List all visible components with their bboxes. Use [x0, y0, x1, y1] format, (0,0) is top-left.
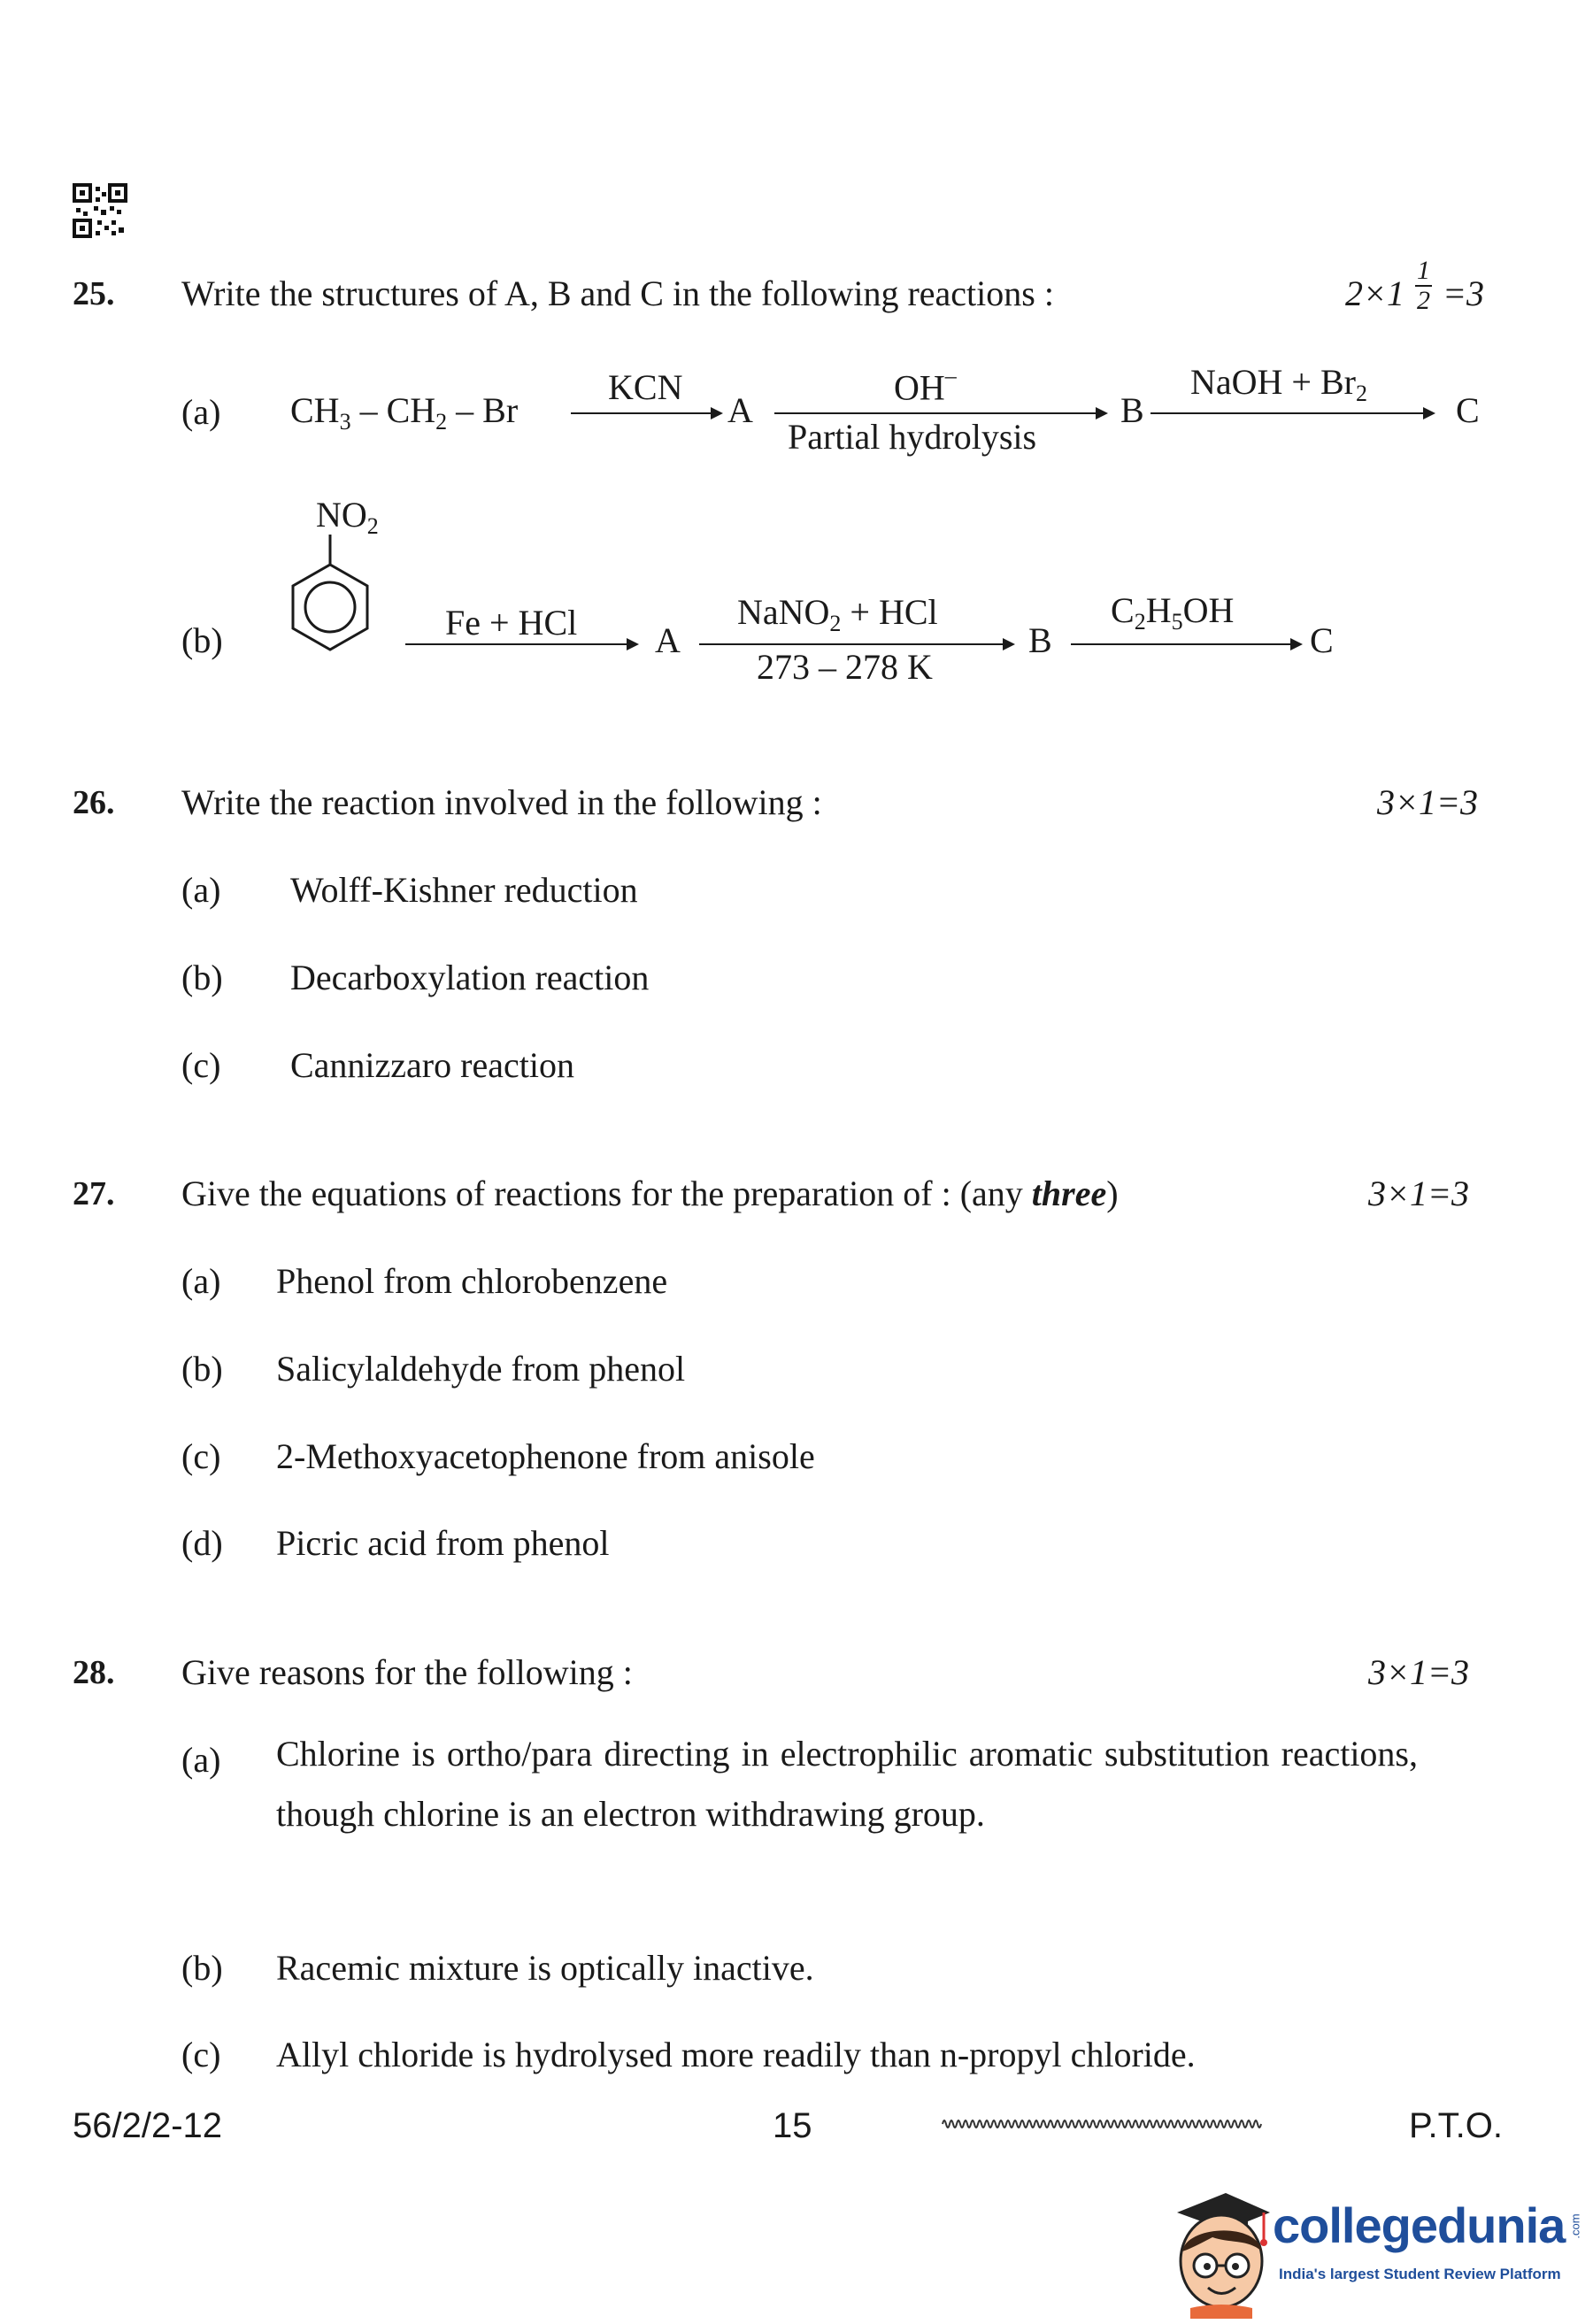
- question-marks: 3×1=3: [1368, 1174, 1469, 1213]
- collegedunia-logo: [1159, 2177, 1582, 2319]
- sub-question-label: (a): [181, 1740, 221, 1780]
- sub-question-text: Phenol from chlorobenzene: [276, 1261, 668, 1301]
- benzene-ring-icon: [281, 533, 379, 657]
- reagent-condition: 273 – 278 K: [757, 647, 933, 687]
- sub-question-label: (b): [181, 958, 223, 997]
- reaction-arrow: [699, 643, 1013, 645]
- mascot-icon: [1159, 2177, 1274, 2319]
- substituent-label: $NO_2$: [316, 495, 379, 539]
- logo-name: collegedunia: [1273, 2197, 1566, 2253]
- question-text: Write the structures of A, B and C in the following reactions :: [181, 273, 1054, 313]
- sub-question-text: Decarboxylation reaction: [290, 958, 650, 997]
- sub-question-text: Racemic mixture is optically inactive.: [276, 1948, 814, 1988]
- product-label: A: [727, 390, 753, 430]
- reagent-label: NaNO$_2$ + HCl: [737, 592, 938, 636]
- sub-question-text: Salicylaldehyde from phenol: [276, 1349, 686, 1389]
- reaction-arrow: [1150, 412, 1434, 414]
- reaction-arrow: [774, 412, 1106, 414]
- question-marks: 3×1=3: [1368, 1652, 1469, 1692]
- sub-question-label: (d): [181, 1523, 223, 1563]
- qr-code-icon: [73, 183, 127, 238]
- sub-question-text: Picric acid from phenol: [276, 1523, 610, 1563]
- fraction-denominator: 2: [1417, 286, 1430, 315]
- question-text: Write the reaction involved in the following :: [181, 782, 822, 822]
- sub-question-text: Cannizzaro reaction: [290, 1045, 574, 1085]
- sub-question-label: (c): [181, 2035, 221, 2074]
- pto-label: P.T.O.: [1409, 2106, 1503, 2145]
- reagent-label: $C_2H_5OH$: [1111, 590, 1235, 635]
- reactant-formula: $CH_3 - CH_2$ – Br: [290, 390, 519, 435]
- question-number: 27.: [73, 1175, 115, 1212]
- marks-fraction: [1415, 257, 1432, 315]
- reaction-arrow: [405, 643, 637, 645]
- sub-question-label: (b): [181, 1349, 223, 1389]
- sub-question-label: (b): [181, 1948, 223, 1988]
- wavy-line-icon: [943, 2115, 1266, 2133]
- reaction-arrow: [1071, 643, 1301, 645]
- sub-question-label: (a): [181, 1261, 221, 1301]
- paper-code: 56/2/2-12: [73, 2106, 223, 2145]
- reagent-condition: Partial hydrolysis: [788, 417, 1037, 457]
- question-number: 25.: [73, 275, 115, 312]
- question-marks: 3×1=3: [1377, 782, 1478, 822]
- fraction-numerator: 1: [1417, 256, 1430, 285]
- question-number: 26.: [73, 784, 115, 821]
- sub-question-text: Allyl chloride is hydrolysed more readily than n-propyl chloride.: [276, 2035, 1196, 2074]
- product-label: C: [1456, 390, 1480, 430]
- product-label: C: [1310, 620, 1334, 660]
- question-number: 28.: [73, 1654, 115, 1691]
- logo-wordmark: [1273, 2197, 1593, 2254]
- sub-question-label: (a): [181, 392, 221, 432]
- reagent-label: KCN: [608, 367, 683, 407]
- question-text: Give reasons for the following :: [181, 1652, 633, 1692]
- sub-question-label: (c): [181, 1436, 221, 1476]
- reagent-label: OH–: [894, 363, 957, 408]
- marks-suffix: =3: [1443, 273, 1484, 313]
- marks-prefix: 2×1: [1345, 273, 1404, 313]
- sub-question-text: Wolff-Kishner reduction: [290, 870, 638, 910]
- product-label: B: [1120, 390, 1144, 430]
- reagent-label: Fe + HCl: [445, 603, 578, 643]
- reagent-label: NaOH + $Br_2$: [1190, 362, 1367, 406]
- sub-question-text: 2-Methoxyacetophenone from anisole: [276, 1436, 815, 1476]
- sub-question-label: (a): [181, 870, 221, 910]
- page-number: 15: [773, 2106, 812, 2145]
- question-marks: [1345, 257, 1484, 336]
- product-label: B: [1028, 620, 1052, 660]
- logo-com: .com: [1568, 2213, 1582, 2239]
- sub-question-label: (c): [181, 1045, 221, 1085]
- sub-question-text: Chlorine is ortho/para directing in electrophilic aromatic substitution reactions, though chlorine is an electron withdrawing group.: [276, 1734, 1418, 1834]
- logo-tagline: India's largest Student Review Platform: [1279, 2266, 1561, 2282]
- reaction-arrow: [571, 412, 721, 414]
- product-label: A: [655, 620, 681, 660]
- sub-question-label: (b): [181, 620, 223, 660]
- question-text: Give the equations of reactions for the preparation of : (any three): [181, 1174, 1119, 1213]
